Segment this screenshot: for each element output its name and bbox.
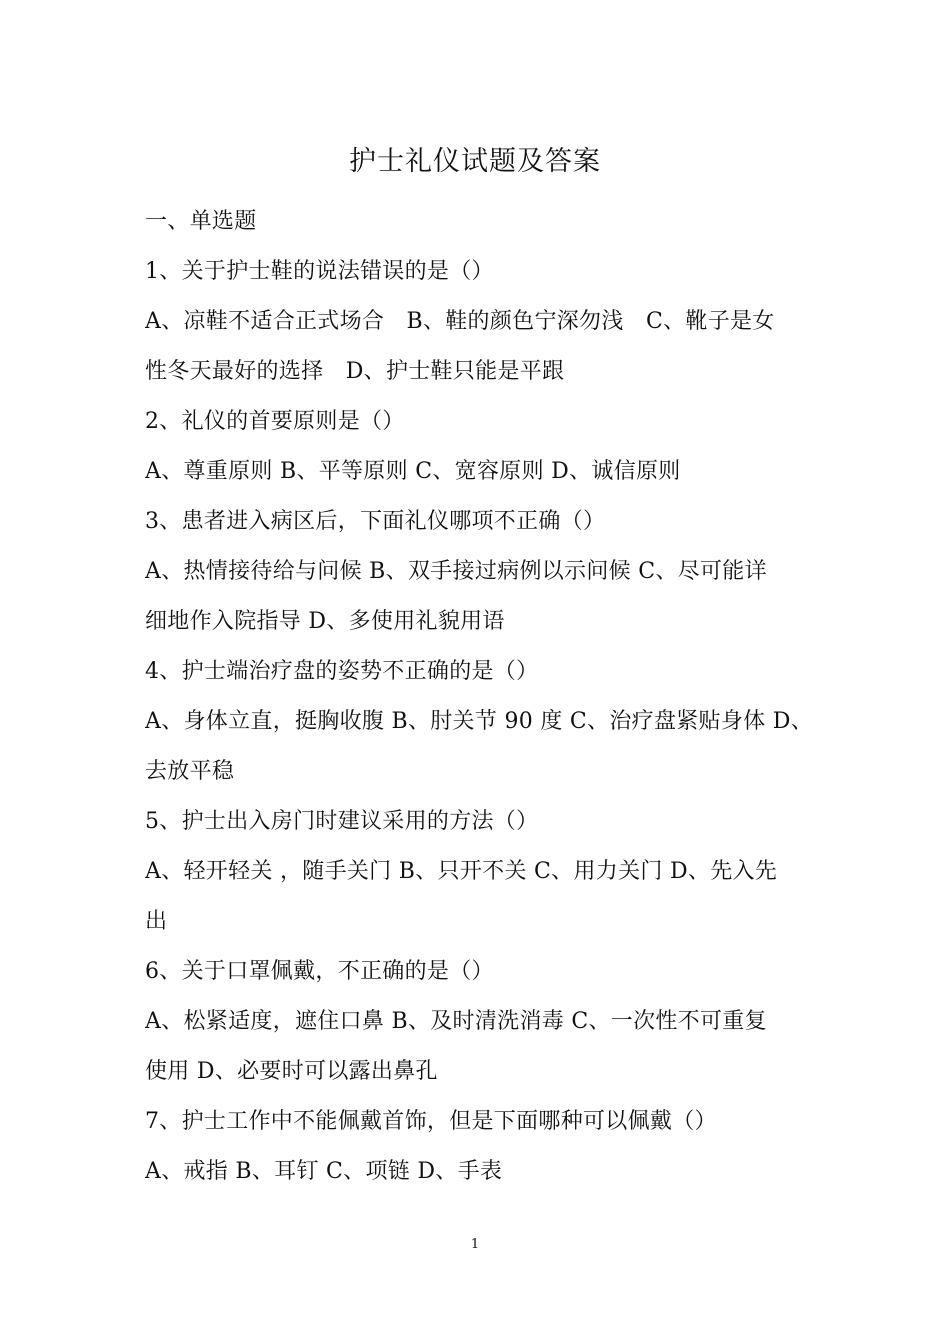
question-stem: 5、护士出入房门时建议采用的方法（） <box>145 809 539 834</box>
question-stem: 2、礼仪的首要原则是（） <box>145 409 405 434</box>
document-body <box>145 197 813 1197</box>
question-options-line: A、轻开轻关 ，随手关门 B、只开不关 C、用力关门 D、先入先 <box>145 859 778 884</box>
question-stem: 3、患者进入病区后，下面礼仪哪项不正确（） <box>145 509 606 534</box>
question-options-line: 去放平稳 <box>145 759 235 784</box>
question-stem: 4、护士端治疗盘的姿势不正确的是（） <box>145 659 539 684</box>
question-stem: 1、关于护士鞋的说法错误的是（） <box>145 259 494 284</box>
page-number: 1 <box>470 1237 480 1252</box>
question-options-line: A、戒指 B、耳钉 C、项链 D、手表 <box>145 1159 503 1184</box>
question-options-line: 性冬天最好的选择 D、护士鞋只能是平跟 <box>145 359 565 384</box>
question-options-line: A、身体立直，挺胸收腹 B、肘关节 90 度 C、治疗盘紧贴身体 D、 <box>145 709 813 734</box>
question-options-line: A、松紧适度，遮住口鼻 B、及时清洗消毒 C、一次性不可重复 <box>145 1009 767 1034</box>
question-stem: 6、关于口罩佩戴，不正确的是（） <box>145 959 494 984</box>
question-options-line: 使用 D、必要时可以露出鼻孔 <box>145 1059 438 1084</box>
question-options-line: A、尊重原则 B、平等原则 C、宽容原则 D、诚信原则 <box>145 459 681 484</box>
document-title: 护士礼仪试题及答案 <box>349 146 601 177</box>
question-options-line: A、热情接待给与问候 B、双手接过病例以示问候 C、尽可能详 <box>145 559 767 584</box>
question-options-line: 出 <box>145 909 168 934</box>
question-stem: 7、护士工作中不能佩戴首饰，但是下面哪种可以佩戴（） <box>145 1109 717 1134</box>
question-options-line: 细地作入院指导 D、多使用礼貌用语 <box>145 609 505 634</box>
question-options-line: A、凉鞋不适合正式场合 B、鞋的颜色宁深勿浅 C、靴子是女 <box>145 309 775 334</box>
section-heading: 一、单选题 <box>145 209 257 234</box>
